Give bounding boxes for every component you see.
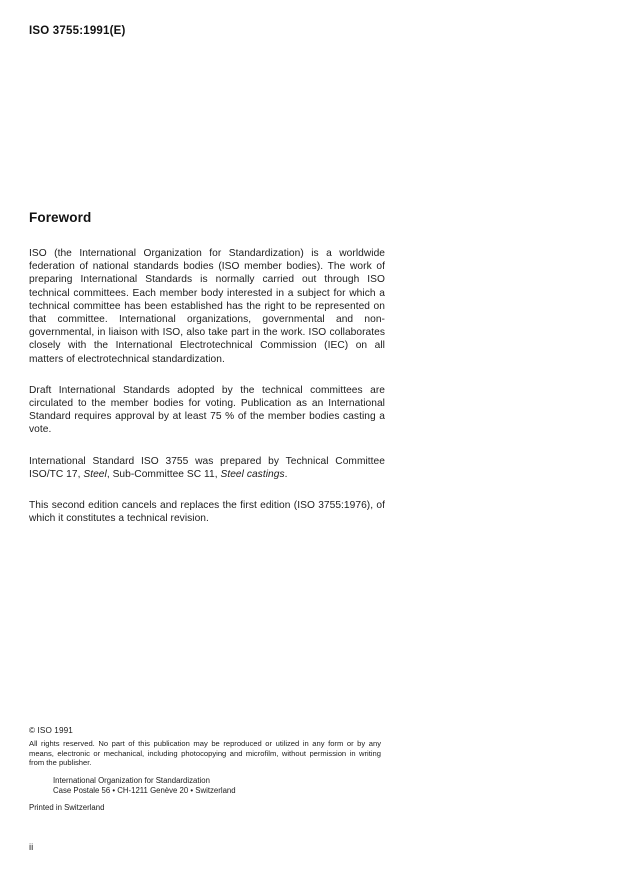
organization-address: Case Postale 56 • CH-1211 Genève 20 • Switzerland (53, 785, 236, 795)
rights-reserved-text: All rights reserved. No part of this publication may be reproduced or utilized in any form or by any means, electronic or mechanical, including photocopying and microfilm, without permission in writing from the publisher. (29, 739, 381, 768)
foreword-paragraph-edition-note: This second edition cancels and replaces the first edition (ISO 3755:1976), of which it constitutes a technical revision. (29, 500, 385, 525)
committee-name-steel: Steel (83, 468, 107, 480)
organization-block (53, 776, 389, 796)
page-number: ii (29, 842, 34, 853)
prepared-by-tail: . (284, 468, 288, 480)
foreword-paragraph-2: Draft International Standards adopted by the technical committees are circulated to the member bodies for voting. Publication as an International Standard requires approval by at least 75 % of the member bodies casting a vote. (29, 384, 385, 436)
prepared-by-middle: , Sub-Committee SC 11, (106, 468, 221, 480)
foreword-paragraph-prepared-by (29, 455, 385, 481)
page-title: Foreword (29, 210, 92, 225)
printed-in-line: Printed in Switzerland (29, 802, 105, 812)
prepared-by-lead: International Standard ISO 3755 was prepared by Technical Committee ISO/TC 17, (29, 455, 385, 480)
subcommittee-name-steel-castings: Steel castings (220, 468, 285, 480)
copyright-notice: © ISO 1991 (29, 726, 73, 735)
organization-name: International Organization for Standardization (53, 775, 210, 785)
foreword-paragraph-1: ISO (the International Organization for Standardization) is a worldwide federation of national standards bodies (ISO member bodies). The work of preparing International Standards is normally carried out through ISO technical committees. Each member body interested in a subject for which a technical committee has been established has the right to be represented on that committee. International organizations, governmental and non-governmental, in liaison with ISO, also take part in the work. ISO collaborates closely with the International Electrotechnical Commission (IEC) on all matters of electrotechnical standardization. (29, 248, 385, 365)
page-footer (29, 726, 389, 812)
document-header-reference: ISO 3755:1991(E) (29, 25, 126, 37)
foreword-section (29, 210, 385, 525)
